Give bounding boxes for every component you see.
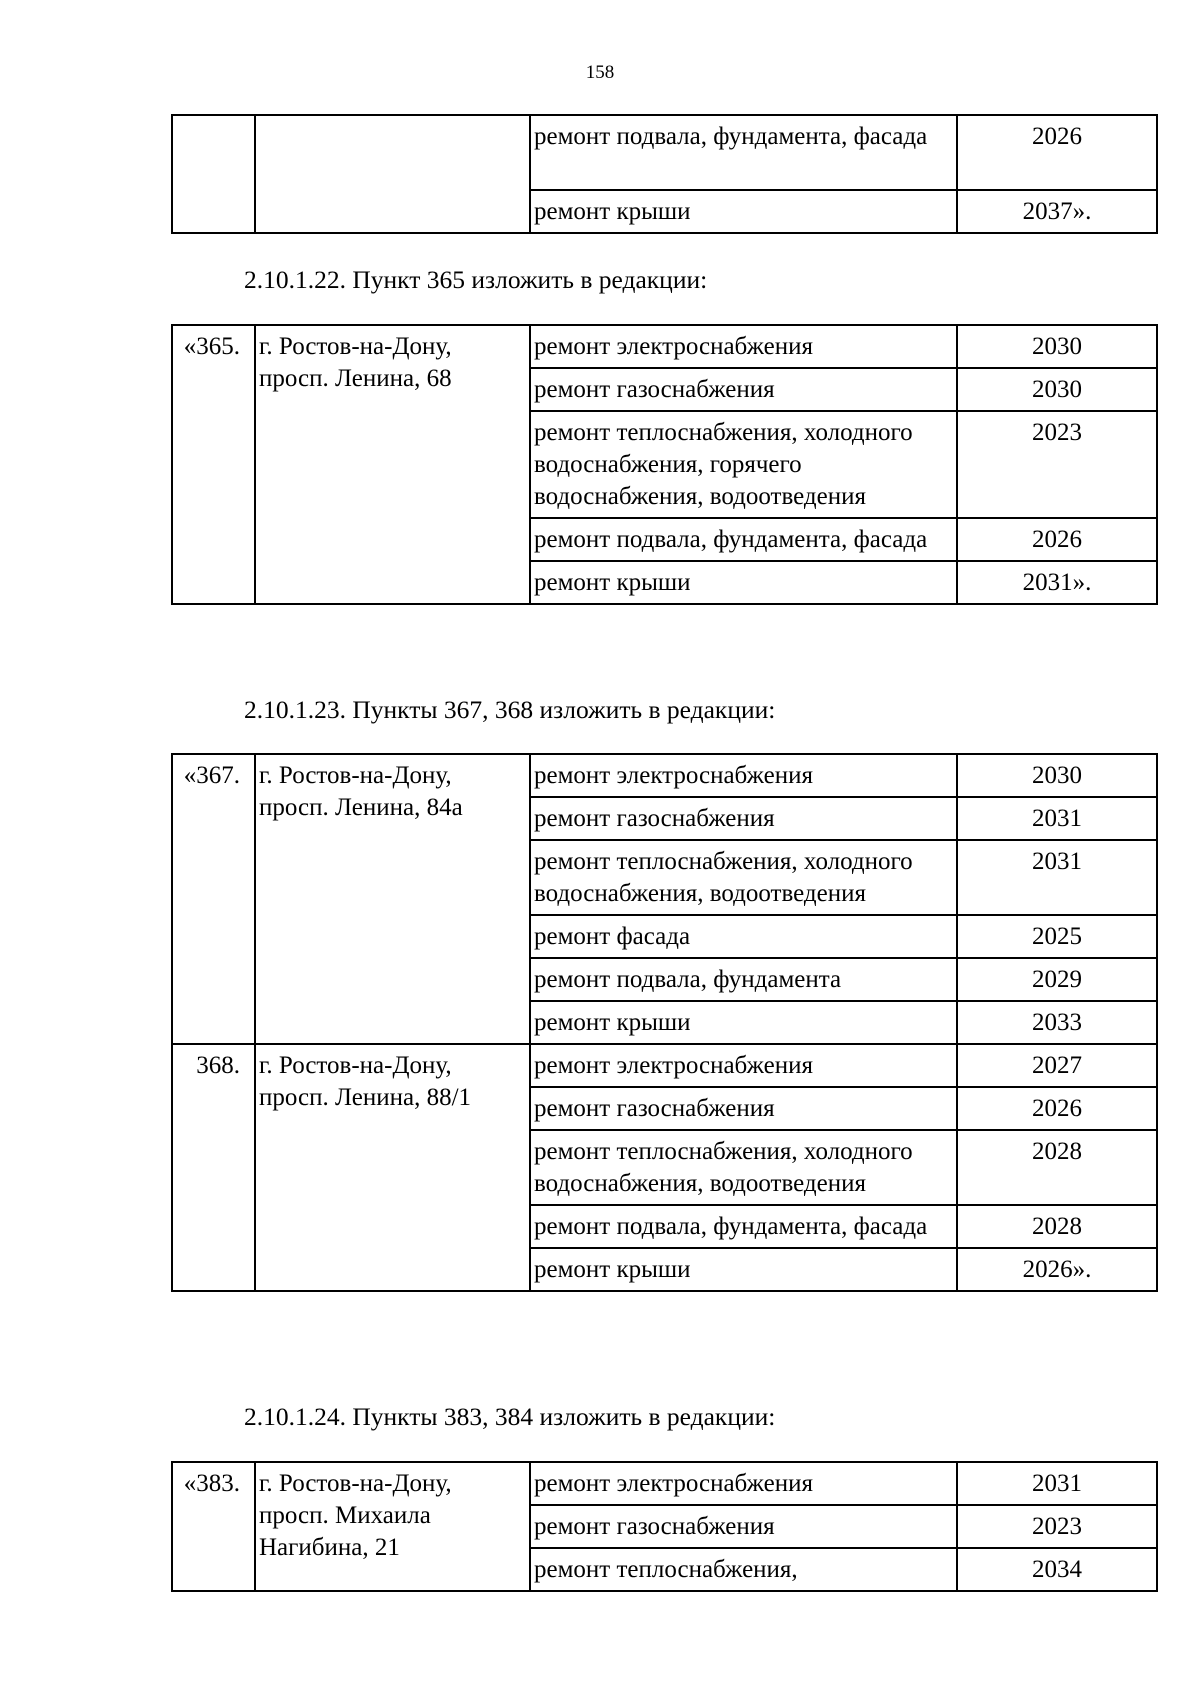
- work-cell: ремонт газоснабжения: [530, 1087, 957, 1130]
- table-row: [172, 1044, 1157, 1087]
- year-cell: 2023: [957, 411, 1157, 518]
- year-cell: 2031: [957, 840, 1157, 915]
- table-items-367-368: [171, 753, 1158, 1292]
- work-cell: ремонт теплоснабжения, холодного водоснабжения, водоотведения: [530, 840, 957, 915]
- year-cell: 2037».: [957, 190, 1157, 233]
- table-row: [172, 325, 1157, 368]
- work-cell: ремонт газоснабжения: [530, 797, 957, 840]
- year-cell: 2030: [957, 368, 1157, 411]
- year-cell: 2026: [957, 518, 1157, 561]
- table-row: [172, 115, 1157, 190]
- item-number-cell: [172, 115, 255, 233]
- work-cell: ремонт теплоснабжения, холодного водоснабжения, водоотведения: [530, 1130, 957, 1205]
- table-row: [172, 754, 1157, 797]
- work-cell: ремонт подвала, фундамента, фасада: [530, 518, 957, 561]
- work-cell: ремонт газоснабжения: [530, 368, 957, 411]
- work-cell: ремонт крыши: [530, 190, 957, 233]
- year-cell: 2025: [957, 915, 1157, 958]
- paragraph-2-10-1-23: 2.10.1.23. Пункты 367, 368 изложить в редакции:: [244, 695, 776, 724]
- address-cell: г. Ростов-на-Дону, просп. Михаила Нагибина, 21: [255, 1462, 530, 1591]
- work-cell: ремонт теплоснабжения,: [530, 1548, 957, 1591]
- work-cell: ремонт подвала, фундамента: [530, 958, 957, 1001]
- item-number-cell: 368.: [172, 1044, 255, 1291]
- year-cell: 2029: [957, 958, 1157, 1001]
- work-cell: ремонт электроснабжения: [530, 325, 957, 368]
- table-continuation: [171, 114, 1158, 234]
- work-cell: ремонт крыши: [530, 1001, 957, 1044]
- year-cell: 2030: [957, 325, 1157, 368]
- year-cell: 2031: [957, 797, 1157, 840]
- table-item-383: [171, 1461, 1158, 1592]
- work-cell: ремонт газоснабжения: [530, 1505, 957, 1548]
- work-cell: ремонт подвала, фундамента, фасада: [530, 1205, 957, 1248]
- year-cell: 2026: [957, 115, 1157, 190]
- work-cell: ремонт электроснабжения: [530, 1044, 957, 1087]
- page-number: 158: [585, 62, 615, 83]
- year-cell: 2030: [957, 754, 1157, 797]
- work-cell: ремонт крыши: [530, 561, 957, 604]
- work-cell: ремонт теплоснабжения, холодного водоснабжения, горячего водоснабжения, водоотведения: [530, 411, 957, 518]
- year-cell: 2028: [957, 1205, 1157, 1248]
- work-cell: ремонт фасада: [530, 915, 957, 958]
- paragraph-2-10-1-22: 2.10.1.22. Пункт 365 изложить в редакции:: [244, 265, 708, 294]
- paragraph-2-10-1-24: 2.10.1.24. Пункты 383, 384 изложить в редакции:: [244, 1402, 776, 1431]
- address-cell: г. Ростов-на-Дону, просп. Ленина, 84а: [255, 754, 530, 1044]
- year-cell: 2028: [957, 1130, 1157, 1205]
- year-cell: 2033: [957, 1001, 1157, 1044]
- table-item-365: [171, 324, 1158, 605]
- item-number-cell: «365.: [172, 325, 255, 604]
- address-cell: г. Ростов-на-Дону, просп. Ленина, 88/1: [255, 1044, 530, 1291]
- year-cell: 2027: [957, 1044, 1157, 1087]
- year-cell: 2023: [957, 1505, 1157, 1548]
- year-cell: 2031».: [957, 561, 1157, 604]
- work-cell: ремонт подвала, фундамента, фасада: [530, 115, 957, 190]
- work-cell: ремонт электроснабжения: [530, 1462, 957, 1505]
- item-number-cell: «367.: [172, 754, 255, 1044]
- year-cell: 2034: [957, 1548, 1157, 1591]
- year-cell: 2031: [957, 1462, 1157, 1505]
- year-cell: 2026».: [957, 1248, 1157, 1291]
- item-number-cell: «383.: [172, 1462, 255, 1591]
- work-cell: ремонт крыши: [530, 1248, 957, 1291]
- year-cell: 2026: [957, 1087, 1157, 1130]
- table-row: [172, 1462, 1157, 1505]
- address-cell: г. Ростов-на-Дону, просп. Ленина, 68: [255, 325, 530, 604]
- work-cell: ремонт электроснабжения: [530, 754, 957, 797]
- address-cell: [255, 115, 530, 233]
